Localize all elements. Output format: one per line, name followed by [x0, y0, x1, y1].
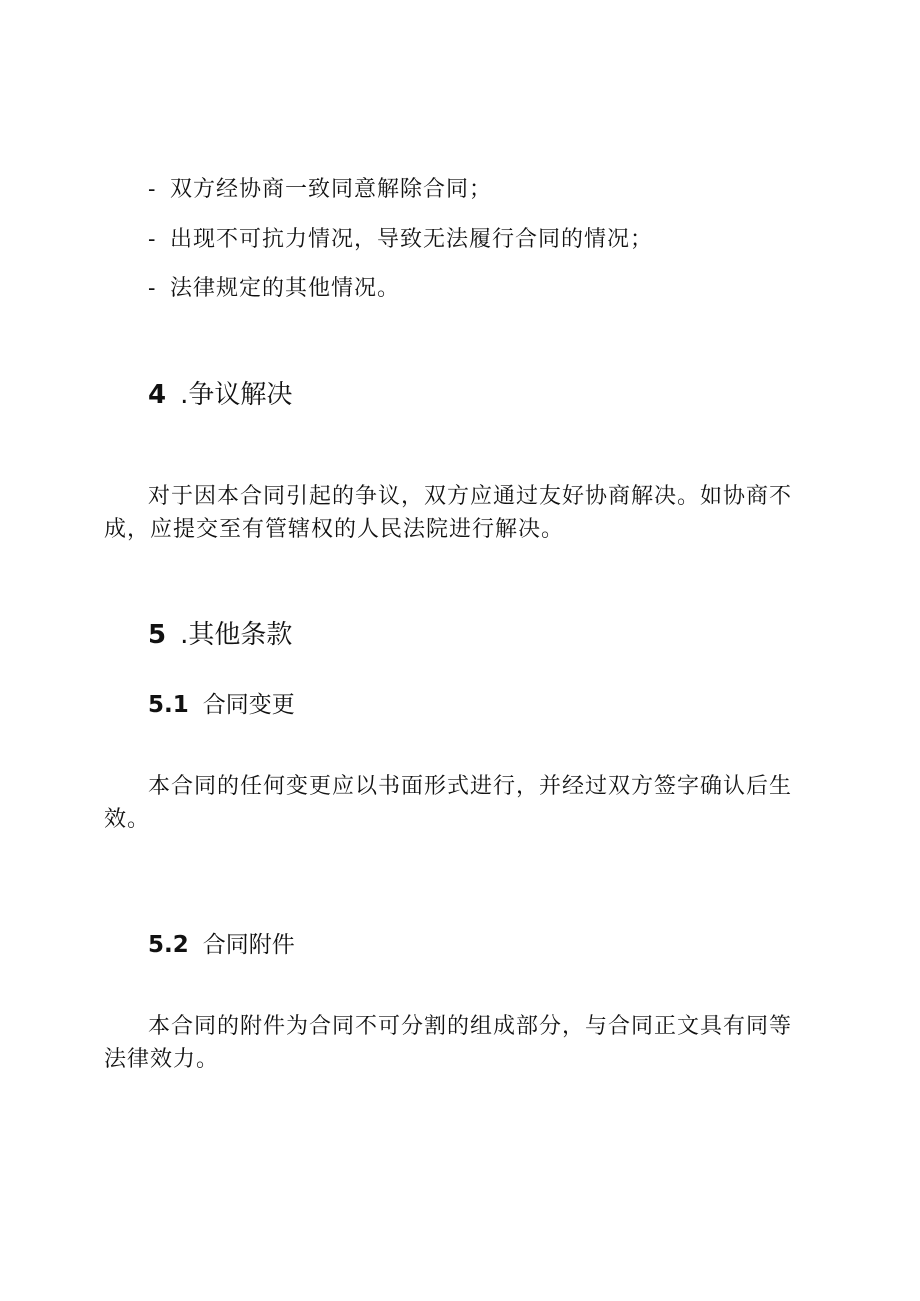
section-heading-4 [148, 378, 292, 412]
section-number: 4 [148, 380, 167, 410]
bullet-marker: - [148, 227, 157, 252]
list-item [148, 225, 653, 255]
section-title: .争议解决 [180, 380, 293, 410]
list-item-text: 法律规定的其他情况。 [170, 276, 401, 301]
section-5-1-paragraph: 本合同的任何变更应以书面形式进行，并经过双方签字确认后生效。 [104, 774, 793, 832]
section-5-2-paragraph: 本合同的附件为合同不可分割的组成部分，与合同正文具有同等法律效力。 [104, 1014, 793, 1072]
section-4-paragraph: 对于因本合同引起的争议，双方应通过友好协商解决。如协商不成，应提交至有管辖权的人民法院进行解决。 [104, 484, 793, 542]
subsection-number: 5.1 [148, 692, 189, 718]
list-item-text: 出现不可抗力情况，导致无法履行合同的情况； [170, 227, 654, 252]
section-title: .其他条款 [180, 620, 293, 650]
subsection-number: 5.2 [148, 932, 189, 958]
subsection-title: 合同附件 [202, 932, 295, 958]
list-item [148, 274, 400, 304]
list-item [148, 175, 492, 205]
bullet-marker: - [148, 276, 157, 301]
subsection-heading-5-1 [148, 690, 295, 720]
subsection-heading-5-2 [148, 930, 295, 960]
bullet-marker: - [148, 177, 157, 202]
list-item-text: 双方经协商一致同意解除合同； [170, 177, 493, 202]
section-heading-5 [148, 618, 292, 652]
subsection-title: 合同变更 [202, 692, 295, 718]
section-number: 5 [148, 620, 167, 650]
